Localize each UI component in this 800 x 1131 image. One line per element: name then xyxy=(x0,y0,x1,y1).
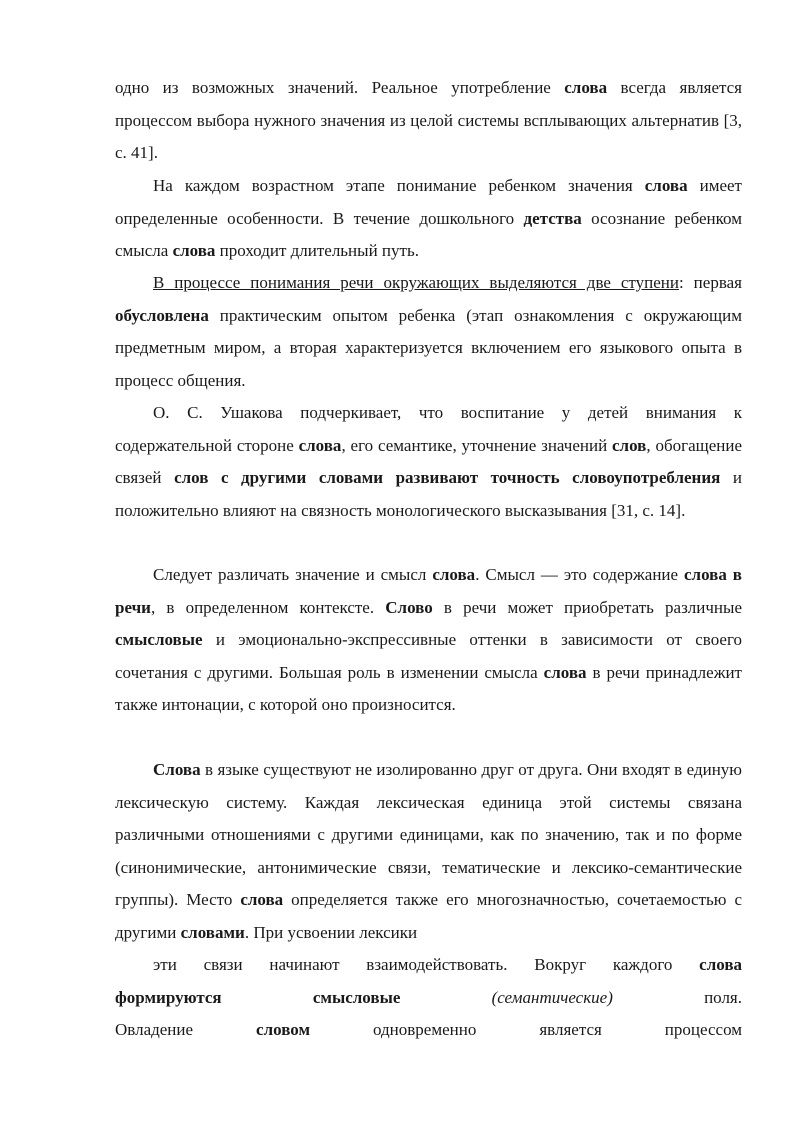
bold-term: смысловые xyxy=(312,988,401,1007)
text-run: , обогащение связей xyxy=(115,435,742,487)
paragraph-5 xyxy=(115,559,742,722)
text-run: одновременно является процессом xyxy=(310,1020,742,1039)
bold-term: слова xyxy=(644,176,688,195)
bold-term: слов с другими словами развивают точность словоупотребления xyxy=(174,468,721,487)
bold-term: слова xyxy=(240,890,284,909)
italic-term: (семантические) xyxy=(491,988,613,1007)
bold-term: слова xyxy=(699,955,742,974)
paragraph-1 xyxy=(115,72,742,170)
bold-term: словом xyxy=(256,1020,311,1039)
text-run: одно из возможных значений. Реальное употребление xyxy=(115,78,565,97)
text-run: Овладение xyxy=(115,1020,257,1039)
tail-line-1 xyxy=(153,949,742,982)
text-run: имеет определенные особенности. В течение дошкольного xyxy=(115,176,742,228)
paragraph-6 xyxy=(115,754,742,949)
text-run xyxy=(222,988,313,1007)
bold-term: детства xyxy=(523,208,582,228)
text-run: и положительно влияют на связность монологического высказывания [31, с. 14]. xyxy=(115,468,742,520)
text-run: Следует различать значение и смысл xyxy=(153,565,433,584)
bold-term: словами xyxy=(180,922,245,942)
bold-term: слов xyxy=(612,435,647,455)
paragraph-4 xyxy=(115,397,742,527)
text-run: практическим опытом ребенка (этап ознакомления с окружающим предметным миром, а вторая характеризуется включением его языкового опыта в процесс общения. xyxy=(115,305,742,390)
text-run: в речи принадлежит также интонации, с которой оно произносится. xyxy=(115,662,742,714)
text-run: проходит длительный путь. xyxy=(215,241,419,260)
text-run: в речи может приобретать различные xyxy=(432,597,742,617)
text-run xyxy=(400,988,491,1007)
bold-term: слова xyxy=(298,435,342,455)
paragraph-3 xyxy=(115,267,742,397)
bold-term: Слова xyxy=(153,760,201,779)
text-run: О. С. Ушакова подчеркивает, что воспитание у детей внимания к содержательной стороне xyxy=(115,403,742,455)
text-run: эти связи начинают взаимодействовать. Вокруг каждого xyxy=(153,955,700,974)
text-run: , его семантике, уточнение значений xyxy=(341,435,613,455)
bold-term: Слово xyxy=(385,597,433,617)
text-run: : первая xyxy=(678,273,742,292)
paragraph-2 xyxy=(115,170,742,268)
text-run: в языке существуют не изолированно друг от друга. Они входят в единую лексическую систему. Каждая лексическая единица этой системы связана различными отношениями с другими единицами, как по значению, так и по форме (синонимические, антонимические связи, тематические и лексико-семантические группы). Место xyxy=(115,760,742,909)
bold-term: формируются xyxy=(115,988,222,1007)
text-run: определяется также его многозначностью, сочетаемостью с другими xyxy=(115,890,743,942)
bold-term: обусловлена xyxy=(115,305,209,325)
text-run: всегда является процессом выбора нужного значения из целой системы всплывающих альтернатив [3, с. 41]. xyxy=(115,78,742,162)
bold-term: слова xyxy=(543,662,587,682)
text-run: и эмоционально-экспрессивные оттенки в зависимости от своего сочетания с другими. Большая роль в изменении смысла xyxy=(115,630,742,682)
bold-term: слова xyxy=(172,241,216,260)
bold-term: слова xyxy=(432,565,476,584)
underlined-text: В процессе понимания речи окружающих выделяются две ступени xyxy=(153,273,679,292)
text-run: , в определенном контексте. xyxy=(150,597,386,617)
tail-line-2 xyxy=(115,982,742,1015)
text-run: осознание ребенком смысла xyxy=(115,208,742,260)
text-run: . Смысл — это содержание xyxy=(475,565,685,584)
bold-term: смысловые xyxy=(115,630,203,649)
bold-term: слова xyxy=(564,78,608,97)
text-run: . При усвоении лексики xyxy=(244,922,418,942)
bold-term: слова в речи xyxy=(115,565,742,617)
text-run: На каждом возрастном этапе понимание ребенком значения xyxy=(153,176,645,195)
text-run: поля. xyxy=(612,988,742,1007)
tail-line-3 xyxy=(115,1014,742,1047)
